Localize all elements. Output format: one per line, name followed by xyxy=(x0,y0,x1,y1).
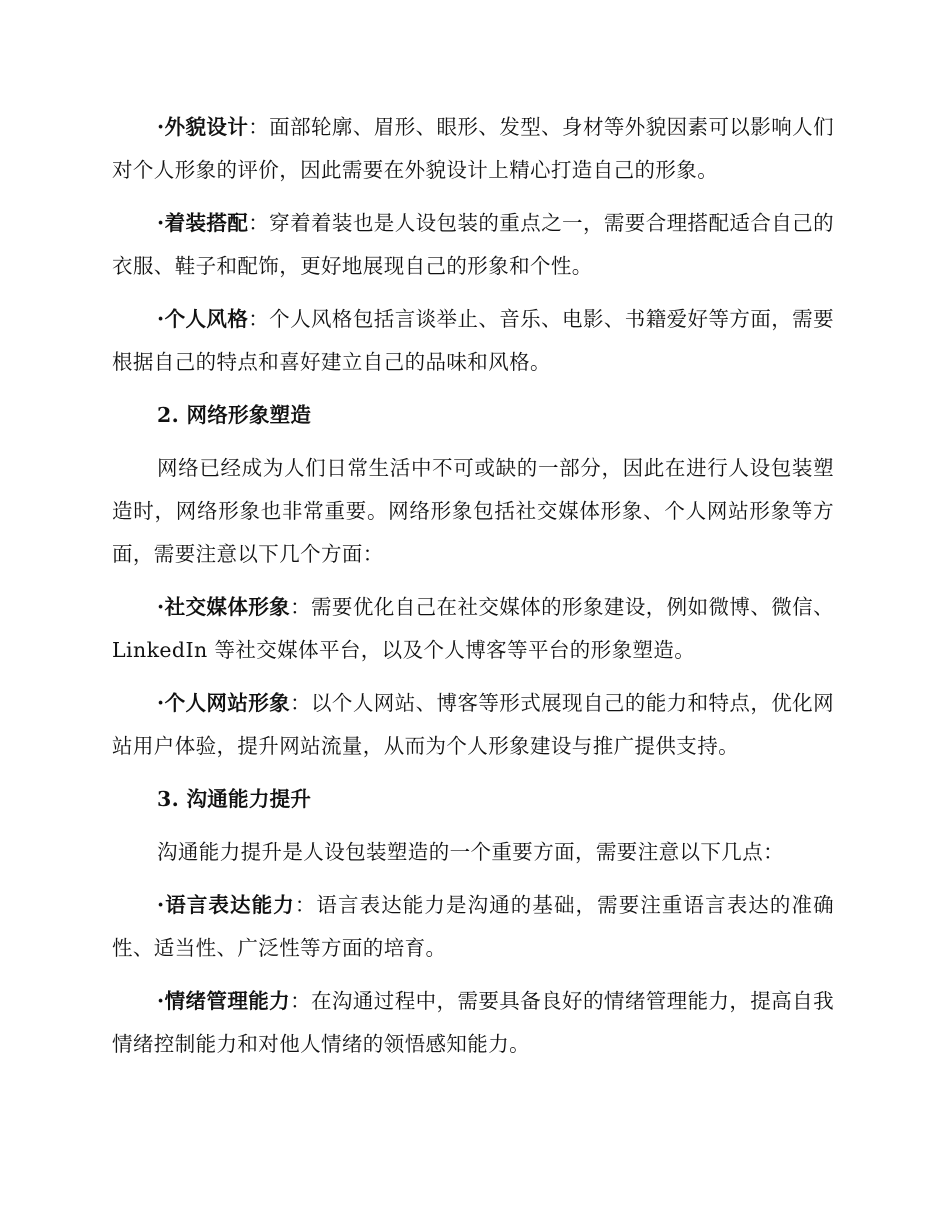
bullet-personal-website xyxy=(112,682,834,768)
bullet-social-media xyxy=(112,586,834,672)
bullet-term: 着装搭配 xyxy=(164,211,249,235)
bullet-appearance xyxy=(112,106,834,192)
bullet-marker: · xyxy=(157,989,165,1013)
paragraph-online-image: 网络已经成为人们日常生活中不可或缺的一部分，因此在进行人设包装塑造时，网络形象也非常重要。网络形象包括社交媒体形象、个人网站形象等方面，需要注意以下几个方面： xyxy=(112,456,834,566)
bullet-text: 需要优化自己在社交媒体的形象建设，例如微博、微信、LinkedIn 等社交媒体平台，以及个人博客等平台的形象塑造。 xyxy=(112,595,834,662)
bullet-term: 情绪管理能力 xyxy=(164,989,291,1013)
bullet-separator: ： xyxy=(294,893,317,917)
bullet-term: 个人风格 xyxy=(164,307,249,331)
bullet-marker: · xyxy=(157,691,165,715)
bullet-term: 外貌设计 xyxy=(164,115,249,139)
document-page xyxy=(112,106,834,1066)
bullet-separator: ： xyxy=(248,115,270,139)
bullet-text: 在沟通过程中，需要具备良好的情绪管理能力，提高自我情绪控制能力和对他人情绪的领悟感知能力。 xyxy=(112,989,834,1056)
bullet-marker: · xyxy=(157,595,165,619)
bullet-text: 以个人网站、博客等形式展现自己的能力和特点，优化网站用户体验，提升网站流量，从而为个人形象建设与推广提供支持。 xyxy=(112,691,834,758)
paragraph-communication: 沟通能力提升是人设包装塑造的一个重要方面，需要注意以下几点： xyxy=(157,840,784,864)
bullet-language-expression xyxy=(112,884,834,970)
section-heading-communication: 3. 沟通能力提升 xyxy=(157,787,312,811)
bullet-emotion-management xyxy=(112,980,834,1066)
bullet-personal-style xyxy=(112,298,834,384)
bullet-separator: ： xyxy=(290,595,312,619)
bullet-term: 个人网站形象 xyxy=(164,691,291,715)
bullet-text: 穿着着装也是人设包装的重点之一，需要合理搭配适合自己的衣服、鞋子和配饰，更好地展现自己的形象和个性。 xyxy=(112,211,834,278)
bullet-separator: ： xyxy=(248,307,270,331)
bullet-marker: · xyxy=(157,307,165,331)
bullet-outfit xyxy=(112,202,834,288)
section-heading-online-image: 2. 网络形象塑造 xyxy=(157,403,312,427)
bullet-marker: · xyxy=(157,893,165,917)
bullet-term: 社交媒体形象 xyxy=(164,595,291,619)
bullet-term: 语言表达能力 xyxy=(164,893,295,917)
bullet-text: 语言表达能力是沟通的基础，需要注重语言表达的准确性、适当性、广泛性等方面的培育。 xyxy=(112,893,834,960)
bullet-separator: ： xyxy=(290,691,312,715)
bullet-marker: · xyxy=(157,115,165,139)
bullet-separator: ： xyxy=(290,989,312,1013)
bullet-separator: ： xyxy=(248,211,270,235)
bullet-text: 面部轮廓、眉形、眼形、发型、身材等外貌因素可以影响人们对个人形象的评价，因此需要在外貌设计上精心打造自己的形象。 xyxy=(112,115,834,182)
bullet-text: 个人风格包括言谈举止、音乐、电影、书籍爱好等方面，需要根据自己的特点和喜好建立自己的品味和风格。 xyxy=(112,307,834,374)
bullet-marker: · xyxy=(157,211,165,235)
